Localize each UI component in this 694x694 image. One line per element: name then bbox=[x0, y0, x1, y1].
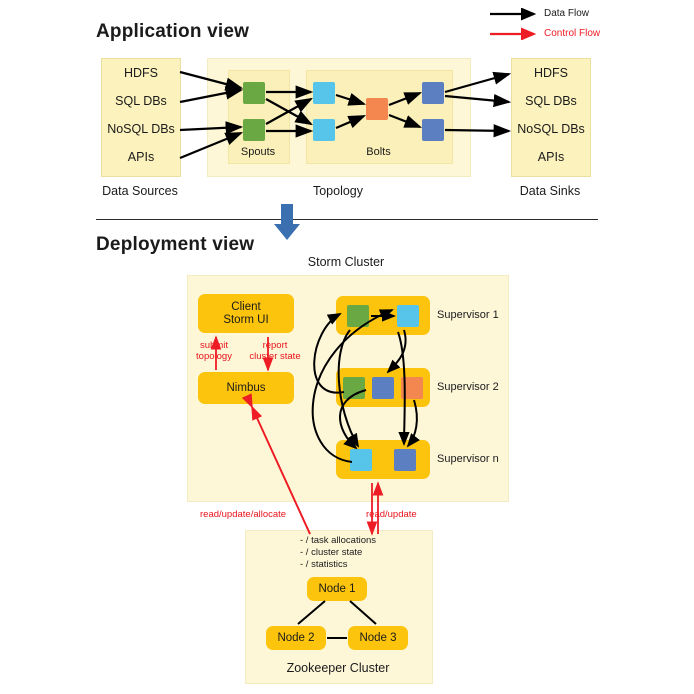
topology-caption: Topology bbox=[312, 184, 364, 198]
zookeeper-left-edge-label: read/update/allocate bbox=[200, 509, 287, 520]
zookeeper-path-item: - / task allocations bbox=[300, 535, 377, 546]
legend-control-flow-label: Control Flow bbox=[544, 28, 601, 39]
data-source-item: NoSQL DBs bbox=[107, 122, 175, 136]
data-sink-item: SQL DBs bbox=[525, 94, 577, 108]
submit-topology-label: submit topology bbox=[196, 340, 232, 362]
bolt-node-3[interactable] bbox=[366, 98, 388, 120]
section-transition-arrow bbox=[274, 204, 300, 240]
data-sources-caption: Data Sources bbox=[102, 184, 178, 198]
data-sources-box bbox=[101, 58, 181, 177]
zookeeper-paths bbox=[300, 535, 376, 571]
data-source-item: HDFS bbox=[123, 66, 159, 80]
data-sink-item: APIs bbox=[537, 150, 565, 164]
data-source-item: SQL DBs bbox=[115, 94, 167, 108]
supervisor-2-worker-orange[interactable] bbox=[401, 377, 423, 399]
supervisor-2-worker-green[interactable] bbox=[343, 377, 365, 399]
zookeeper-node-1[interactable] bbox=[307, 577, 367, 601]
supervisor-2-label: Supervisor 2 bbox=[437, 381, 499, 393]
zookeeper-node-3-label: Node 3 bbox=[359, 631, 397, 644]
data-source-item: APIs bbox=[127, 150, 155, 164]
zookeeper-right-edge-label: read/update bbox=[366, 509, 417, 520]
client-label-line2: Storm UI bbox=[223, 313, 269, 326]
storm-cluster-caption: Storm Cluster bbox=[307, 255, 385, 269]
supervisor-1-label: Supervisor 1 bbox=[437, 309, 499, 321]
supervisor-n-worker-dark-blue[interactable] bbox=[394, 449, 416, 471]
zookeeper-node-2[interactable] bbox=[266, 626, 326, 650]
report-cluster-state-label: report cluster state bbox=[249, 340, 301, 362]
bolt-node-2[interactable] bbox=[313, 119, 335, 141]
data-sinks-caption: Data Sinks bbox=[519, 184, 581, 198]
zookeeper-node-3[interactable] bbox=[348, 626, 408, 650]
spout-node-1[interactable] bbox=[243, 82, 265, 104]
client-storm-ui-box[interactable] bbox=[198, 294, 294, 333]
supervisor-1-worker-blue[interactable] bbox=[397, 305, 419, 327]
data-sink-item: NoSQL DBs bbox=[517, 122, 585, 136]
supervisor-n-label: Supervisor n bbox=[437, 453, 499, 465]
zookeeper-node-2-label: Node 2 bbox=[277, 631, 315, 644]
zookeeper-path-item: - / statistics bbox=[300, 559, 348, 570]
supervisor-1-worker-green[interactable] bbox=[347, 305, 369, 327]
zookeeper-node-1-label: Node 1 bbox=[318, 582, 356, 595]
bolt-node-5[interactable] bbox=[422, 119, 444, 141]
bolt-node-4[interactable] bbox=[422, 82, 444, 104]
supervisor-n-worker-blue[interactable] bbox=[350, 449, 372, 471]
spout-node-2[interactable] bbox=[243, 119, 265, 141]
data-sink-item: HDFS bbox=[533, 66, 569, 80]
bolts-label: Bolts bbox=[366, 146, 391, 158]
data-sinks-box bbox=[511, 58, 591, 177]
spouts-label: Spouts bbox=[240, 146, 276, 158]
legend bbox=[490, 8, 690, 40]
application-view-title: Application view bbox=[96, 21, 250, 42]
deployment-view-title: Deployment view bbox=[96, 234, 255, 255]
zookeeper-caption: Zookeeper Cluster bbox=[286, 661, 390, 675]
bolt-node-1[interactable] bbox=[313, 82, 335, 104]
nimbus-label: Nimbus bbox=[226, 381, 266, 394]
client-label-line1: Client bbox=[231, 300, 261, 313]
legend-data-flow-label: Data Flow bbox=[544, 8, 590, 19]
section-divider bbox=[96, 219, 598, 220]
nimbus-box[interactable] bbox=[198, 372, 294, 404]
supervisor-2-worker-dark-blue[interactable] bbox=[372, 377, 394, 399]
zookeeper-path-item: - / cluster state bbox=[300, 547, 363, 558]
